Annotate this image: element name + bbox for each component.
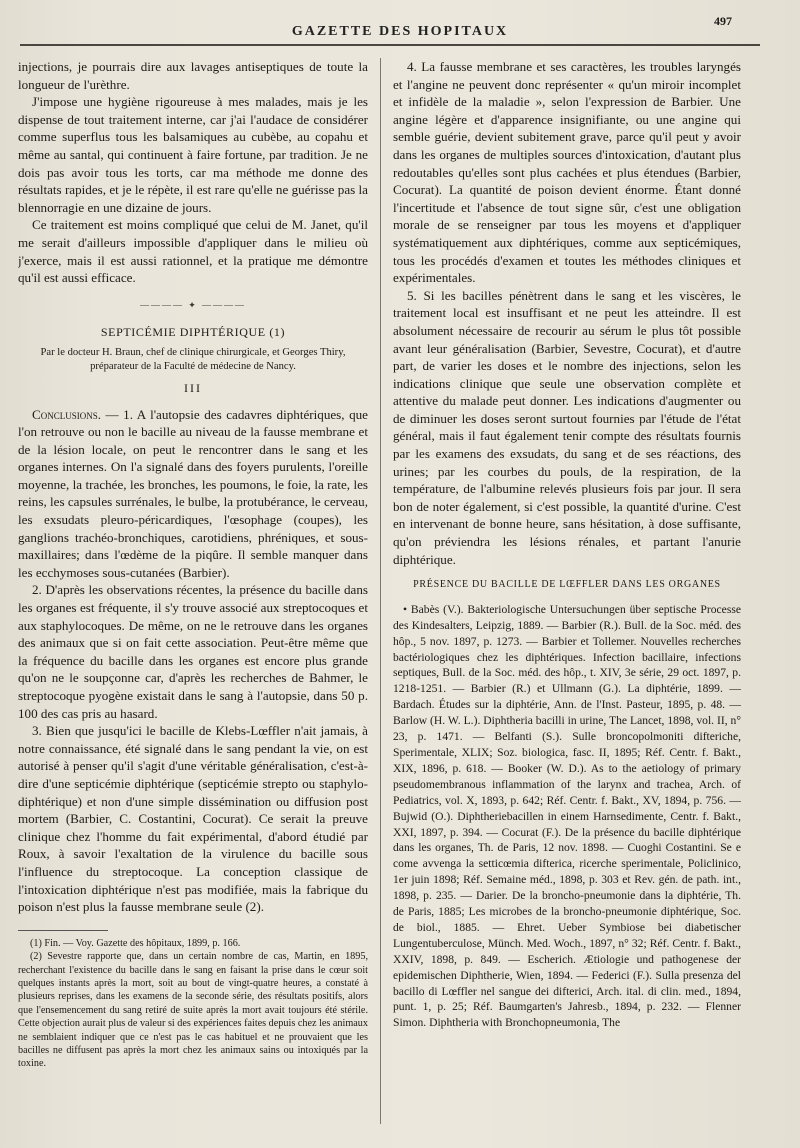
column-rule [380, 58, 381, 1124]
paragraph: Ce traitement est moins compliqué que celui de M. Janet, qu'il me serait d'ailleurs impossible d'appliquer dans le milieu où j'exerce, mais il est aussi rationnel, et la pratique me démontre qu'il est aussi efficace. [18, 217, 368, 286]
footnotes [18, 937, 368, 1071]
page-number: 497 [714, 14, 732, 28]
section-divider-ornament: ———— ✦ ———— [139, 299, 247, 310]
paragraph [18, 406, 368, 582]
paragraph: J'impose une hygiène rigoureuse à mes malades, mais je les dispense de tout traitement interne, car j'ai l'audace de considérer comme superflus tous les balsamiques au cubèbe, au copahu et même au santal, qui continuent à faire fortune, par tradition. Je ne dois pas avoir tous les torts, car ma méthode me donne des résultats rapides, et je le répète, il est rare qu'elle ne guérisse pas la blennorragie en une dizaine de jours. [18, 94, 368, 215]
conclusion-4: 4. La fausse membrane et ses caractères, les troubles laryngés et l'angine ne peuvent donc représenter « qu'un miroir incomplet et infidèle de la maladie », selon l'expression de Barbier. Une angine légère et d'apparence insignifiante, ou une angine qui semble guérie, devient subitement grave, parce qu'il peut y avoir dans les organes de multiples sources d'intoxication, d'autant plus redoutables qu'elles sont plus cachées et plus étendues (Barbier, Cocurat). La quantité de poison devient énorme. Étant donné l'incertitude et l'absence de tout signe sûr, c'est une obligation morale de se renseigner par tous les moyens et d'appliquer systématiquement aux diphtériques, comme aux septicémiques, tous les procédés d'examen et toutes les méthodes cliniques et expérimentales. [393, 59, 741, 286]
conclusions-label: Conclusions. [32, 406, 102, 422]
conclusion-1: — 1. A l'autopsie des cadavres diphtériques, que l'on retrouve ou non le bacille au niveau de la fausse membrane et de la lésion locale, on peut le rencontrer dans le sang et les organes internes. On l'a signalé dans des foyers purulents, l'oreille moyenne, la trachée, les bronches, les poumons, le foie, la rate, les reins, les capsules surrénales, le bulbe, la protubérance, le cerveau, les exsudats pleuro-péricardiques, l'œsophage (coupes), les ganglions trachéo-bronchiques, carotidiens, phréniques, et sous-maxillaires; dans l'œdème de la piqûre. Il semble manquer dans les ecchymoses sous-cutanées (Barbier). [18, 406, 368, 580]
article-byline: Par le docteur H. Braun, chef de clinique chirurgicale, et Georges Thiry, préparateur de la Faculté de médecine de Nancy. [40, 346, 346, 372]
conclusion-5: 5. Si les bacilles pénètrent dans le sang et les viscères, le traitement local est insuffisant et ne peut les atteindre. Il est absolument nécessaire de recourir au sérum le plus tôt possible avant leur généralisation (Barbier, Sevestre, Cocurat), et d'autre part, de varier les doses et le nombre des injections, selon les indications clinique que seule une observation complète et attentive du malade peut donner. Les indications d'augmenter ou de diminuer les doses seront surtout fournies par l'étude de l'état général, mais il faut également tenir compte des résultats fournis par les examens des exsudats, du sang et de ses réactions, des urines; par les courbes du pouls, de la respiration, de la température, de l'albumine relevés plusieurs fois par jour. Il sera bon de noter également, si c'est possible, la quantité d'urine. C'est en intervenant de bonne heure, sans hésitation, à dose suffisante, qu'on préviendra les lésions rénales, et partant l'anurie diphtérique. [393, 287, 741, 567]
right-column [393, 58, 741, 1128]
footnote-2: (2) Sevestre rapporte que, dans un certain nombre de cas, Martin, en 1895, recherchant l'existence du bacille dans le sang en faisant la prise dans le cœur soit quelques instants après la mort, soit au bout de vingt-quatre heures, a constaté à plusieurs reprises, dans les examens de la seconde série, des résultats positifs, alors que l'ensemencement du sang retiré de suite après la mort avait toujours été stérile. Cette objection aurait plus de valeur si des expériences faites depuis chez les animaux ne semblaient indiquer que ce n'est pas le cas habituel et ne prouvaient que les bacilles ne diffusent pas après la mort chez les animaux sains ou intoxiqués par la toxine. [18, 951, 368, 1070]
paragraph: injections, je pourrais dire aux lavages antiseptiques de toute la longueur de l'urèthre. [18, 59, 368, 92]
conclusion-3: 3. Bien que jusqu'ici le bacille de Klebs-Lœffler n'ait jamais, à notre connaissance, été signalé dans le sang pendant la vie, on est autorisé à penser qu'il s'agit d'une véritable généralisation, c'est-à-dire d'une septicémie diphtérique (septicémie strepto ou staphylo-diphtérique) et non d'une simple dissémination ou diffusion post mortem (Barbier, C. Costantini, Cocurat). Ce serait la preuve clinique chez l'homme du fait expérimental, d'abord étudié par Roux, à savoir l'exaltation de la virulence du bacille sous l'influence du streptocoque. La conception classique de l'intoxication diphtérique n'est pas modifiée, mais la fabrique du poison n'est plus la fausse membrane seule (2). [18, 723, 368, 915]
article-part-number: III [184, 380, 202, 395]
conclusion-2: 2. D'après les observations récentes, la présence du bacille dans les organes est fréquente, il s'y trouve associé aux streptocoques et aux staphylocoques. De même, on ne le retrouve dans les organes des animaux que si on fait cette association. Peut-être même que la fréquence du bacille dans les organes est encore plus grande qu'on ne le soupçonne car, d'après les recherches de Bahmer, le streptocoque pyogène existait dans le sang à l'autopsie, dans 50 p. 100 des cas pris au hasard. [18, 582, 368, 721]
header-rule [20, 44, 760, 46]
left-column [18, 58, 368, 1128]
running-title: GAZETTE DES HOPITAUX [291, 24, 509, 39]
bibliography [393, 602, 741, 1031]
footnotes-rule [18, 930, 108, 931]
page-header [0, 0, 800, 44]
bibliography-heading: PRÉSENCE DU BACILLE DE LŒFFLER DANS LES ORGANES [413, 579, 721, 591]
article-title: SEPTICÉMIE DIPHTÉRIQUE (1) [100, 325, 286, 340]
bibliography-text: • Babès (V.). Bakteriologische Untersuchungen über septische Processe des Kindesalters, Leipzig, 1889. — Barbier (R.). Bull. de la Soc. méd. des hôp., 5 nov. 1897, p. 1273. — Barbier et Tollemer. Nouvelles recherches bactériologiques chez les diphtériques. Infection bacillaire, infections septiques, Bull. de la Soc. méd. des hôp., t. XIV, 3e série, 29 oct. 1897, p. 1218-1251. — Barbier (R.) et Ullmann (G.). La diphtérie, 1899. — Bardach. Études sur la diphtérie, Ann. de l'Inst. Pasteur, 1895, p. 48. — Barlow (H. W. L.). Diphtheria bacilli in urine, The Lancet, 1898, vol. II, n° 23, p. 1471. — Belfanti (S.). Sulle broncopolmoniti difteriche, Sperimentale, XLIX; Soz. biologica, fasc. II, 1895; Réf. Centr. f. Bakt., XIX, 1896, p. 618. — Booker (W. D.). As to the aetiology of primary pseudomembranous inflammation of the larynx and trachea, Arch. of Pediatrics, vol. X, 1893, p. 642; Réf. Centr. f. Bakt., XV, 1894, p. 756. — Bujwid (O.). Diphtheriebacillen in einem Harnsedimente, Centr. f. Bakt., XXI, 1897, p. 394. — Cocurat (F.). De la présence du bacille diphtérique dans les organes, Th. de Paris, 12 nov. 1898. — Cuoghi Costantini. Se e come avvenga la setticœmia difterica, ricerche sperimentale, Policlinico, 1er juin 1898; Réf. Semaine méd., 1898, p. 303 et Rev. gén. de path. int., 1898, p. 235. — Darier. De la broncho-pneumonie dans la diphtérie, Th. de Paris, 1885; Les microbes de la broncho-pneumonie diphtérique, Soc. de biol., 1885. — Ehret. Ueber Symbiose bei diabetischer Lungentuberculose, Münch. Med. Woch., 1897, n° 32; Réf. Centr. f. Bakt., XXIV, 1898, p. 849. — Escherich. Ætiologie und pathogenese der epidemischen Diphtherie, Wien, 1894. — Federici (F.). Sulla presenza del bacillo di Lœffler nel sangue dei difterici, Arch. ital. di clin. med., 1894, punt. 1, p. 25; Réf. Baumgarten's Jahresb., 1894, p. 232. — Flenner Simon. Diphtheria with Bronchopneumonia, The [393, 602, 741, 1030]
footnote-1: (1) Fin. — Voy. Gazette des hôpitaux, 1899, p. 166. [30, 937, 241, 949]
